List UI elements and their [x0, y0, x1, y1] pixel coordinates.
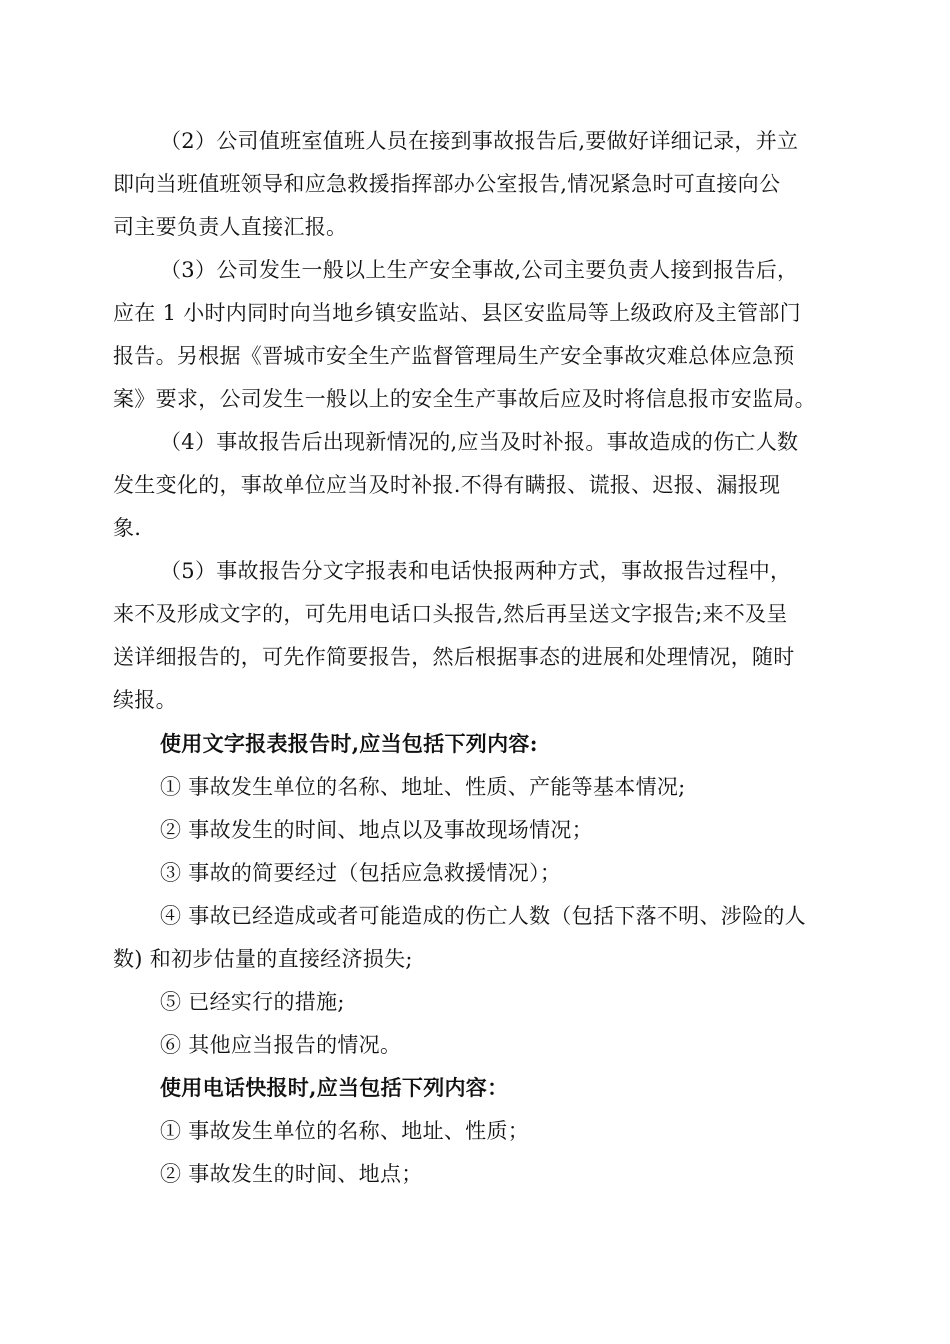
- paragraph-3-line-3: 报告。另根据《晋城市安全生产监督管理局生产安全事故灾难总体应急预: [113, 344, 795, 368]
- paragraph-5-line-1: （5）事故报告分文字报表和电话快报两种方式，事故报告过程中，: [160, 559, 792, 583]
- paragraph-5-line-4: 续报。: [113, 688, 177, 712]
- written-item-4-line-1: ④ 事故已经造成或者可能造成的伤亡人数（包括下落不明、涉险的人: [160, 904, 806, 928]
- phone-item-2: ② 事故发生的时间、地点；: [160, 1162, 423, 1186]
- paragraph-5-line-3: 送详细报告的，可先作简要报告，然后根据事态的进展和处理情况，随时: [113, 645, 795, 669]
- paragraph-2-line-1: （2）公司值班室值班人员在接到事故报告后,要做好详细记录，并立: [160, 129, 799, 153]
- written-item-4-line-2: 数) 和初步估量的直接经济损失;: [113, 947, 413, 971]
- phone-item-1: ① 事故发生单位的名称、地址、性质；: [160, 1119, 530, 1143]
- paragraph-3-line-4: 案》要求，公司发生一般以上的安全生产事故后应及时将信息报市安监局。: [113, 387, 816, 411]
- paragraph-2-line-2: 即向当班值班领导和应急救援指挥部办公室报告,情况紧急时可直接向公: [113, 172, 781, 196]
- written-item-2: ② 事故发生的时间、地点以及事故现场情况；: [160, 818, 593, 842]
- paragraph-4-line-3: 象.: [113, 516, 142, 540]
- written-report-heading: 使用文字报表报告时,应当包括下列内容:: [160, 731, 538, 756]
- written-item-1: ① 事故发生单位的名称、地址、性质、产能等基本情况;: [160, 775, 686, 799]
- paragraph-3-line-2: 应在 1 小时内同时向当地乡镇安监站、县区安监局等上级政府及主管部门: [113, 301, 801, 325]
- paragraph-3-line-1: （3）公司发生一般以上生产安全事故,公司主要负责人接到报告后，: [160, 258, 799, 282]
- paragraph-5-line-2: 来不及形成文字的，可先用电话口头报告,然后再呈送文字报告;来不及呈: [113, 602, 788, 626]
- written-item-3: ③ 事故的简要经过（包括应急救援情况）；: [160, 861, 562, 885]
- written-item-6: ⑥ 其他应当报告的情况。: [160, 1033, 402, 1057]
- phone-report-heading: 使用电话快报时,应当包括下列内容：: [160, 1075, 509, 1100]
- paragraph-2-line-3: 司主要负责人直接汇报。: [113, 215, 348, 239]
- paragraph-4-line-2: 发生变化的，事故单位应当及时补报.不得有瞒报、谎报、迟报、漏报现: [113, 473, 781, 497]
- paragraph-4-line-1: （4）事故报告后出现新情况的,应当及时补报。事故造成的伤亡人数: [160, 430, 799, 454]
- written-item-5: ⑤ 已经实行的措施;: [160, 990, 345, 1014]
